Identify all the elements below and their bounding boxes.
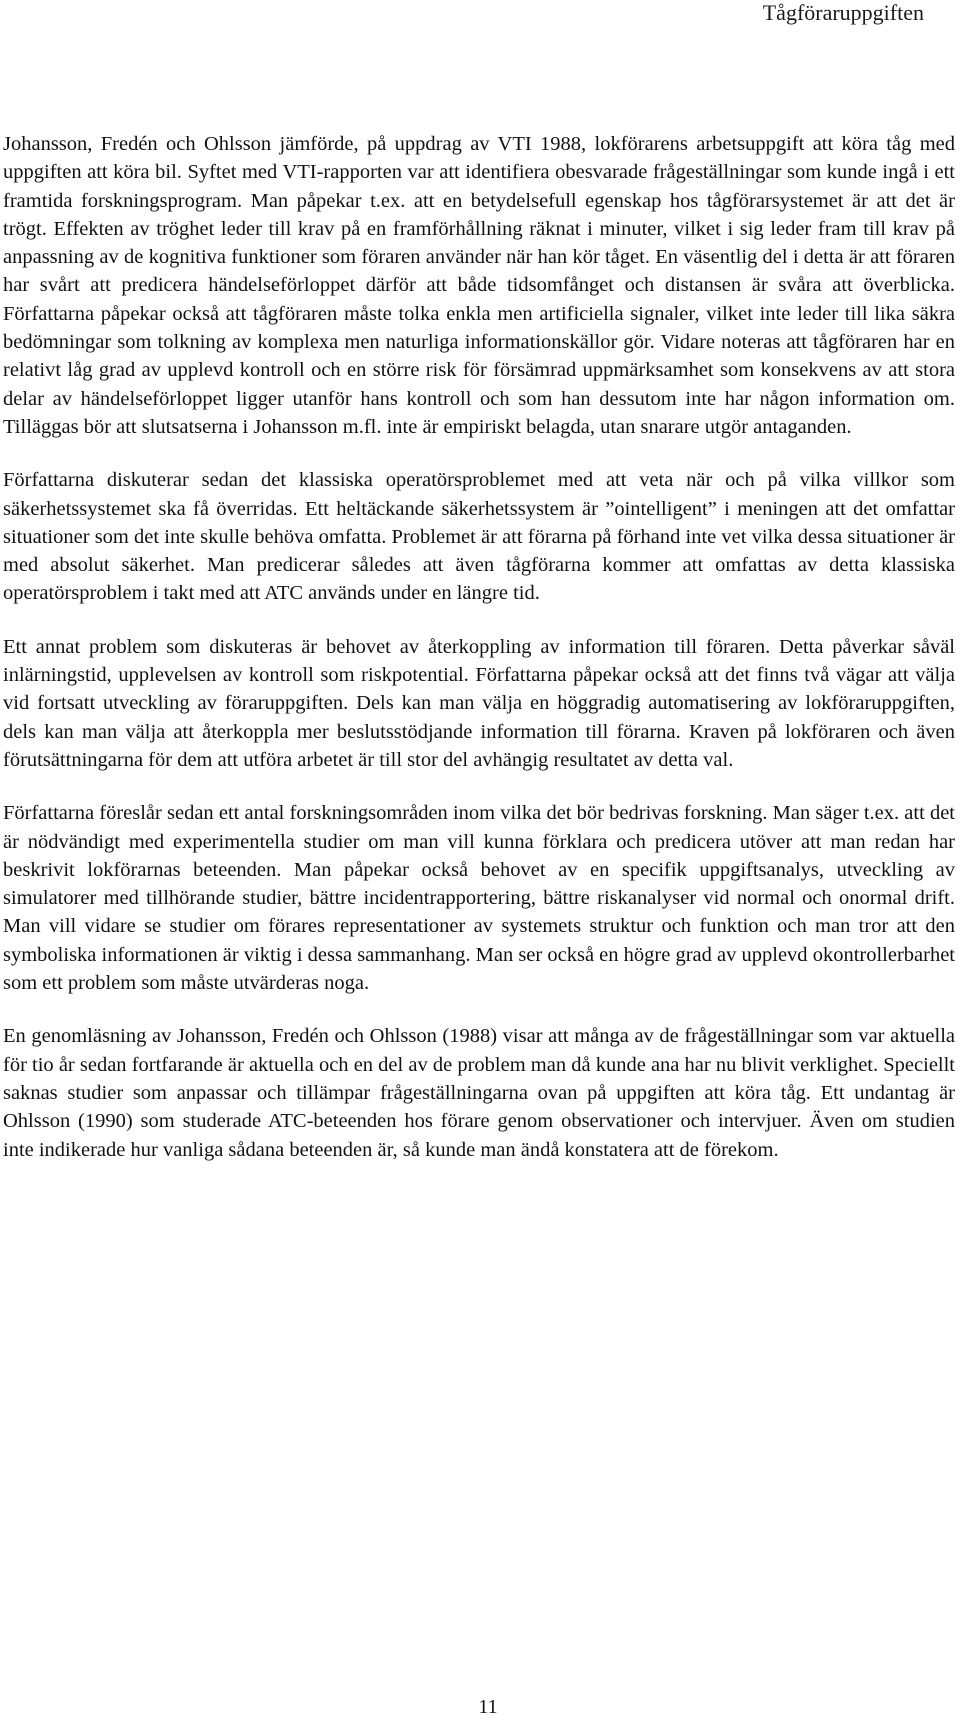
paragraph-4: Författarna föreslår sedan ett antal forskningsområden inom vilka det bör bedrivas forskning. Man säger t.ex. att det är nödvändigt med experimentella studier om man vill kunna förklara och predicera utöver att man redan har beskrivit lokförarnas beteenden. Man påpekar också behovet av en specifik uppgiftsanalys, utveckling av simulatorer med tillhörande studier, bättre incidentrapportering, bättre riskanalyser vid normal och onormal drift. Man vill vidare se studier om förares representationer av systemets struktur och funktion och man tror att den symboliska informationen är viktig i dessa sammanhang. Man ser också en högre grad av upplevd okontrollerbarhet som ett problem som måste utvärderas noga. — [3, 802, 955, 995]
paragraph-1: Johansson, Fredén och Ohlsson jämförde, på uppdrag av VTI 1988, lokförarens arbetsuppgift att köra tåg med uppgiften att köra bil. Syftet med VTI-rapporten var att identifiera obesvarade frågeställningar som kunde ingå i ett framtida forskningsprogram. Man påpekar t.ex. att en betydelsefull egenskap hos tågförarsystemet är att det är trögt. Effekten av tröghet leder till krav på en framförhållning räknat i minuter, vilket i sig leder fram till krav på anpassning av de kognitiva funktioner som föraren använder när han kör tåget. En väsentlig del i detta är att föraren har svårt att predicera händelseförloppet därför att både tidsomfånget och distansen är svåra att överblicka. Författarna påpekar också att tågföraren måste tolka enkla men artificiella signaler, vilket inte leder till lika säkra bedömningar som tolkning av komplexa men naturliga informationskällor gör. Vidare noteras att tågföraren har en relativt låg grad av upplevd kontroll och en större risk för försämrad uppmärksamhet som konsekvens av att stora delar av händelseförloppet ligger utanför hans kontroll och som han dessutom inte har någon information om. Tilläggas bör att slutsatserna i Johansson m.fl. inte är empiriskt belagda, utan snarare utgör antaganden. — [3, 133, 955, 438]
paragraph-3: Ett annat problem som diskuteras är behovet av återkoppling av information till föraren. Detta påverkar såväl inlärningstid, upplevelsen av kontroll som riskpotential. Författarna påpekar också att det finns två vägar att välja vid fortsatt utveckling av föraruppgiften. Dels kan man välja en höggradig automatisering av lokföraruppgiften, dels kan man välja att återkoppla mer beslutsstödjande information till förarna. Kraven på lokföraren och även förutsättningarna för dem att utföra arbetet är till stor del avhängig resultatet av detta val. — [3, 635, 955, 771]
document-body — [3, 130, 955, 1189]
running-header: Tågföraruppgiften — [762, 0, 924, 25]
paragraph-2: Författarna diskuterar sedan det klassiska operatörsproblemet med att veta när och på vilka villkor som säkerhetssystemet ska få överridas. Ett heltäckande säkerhetssystem är ”ointelligent” i meningen att det omfattar situationer som det inte skulle behöva omfatta. Problemet är att förarna på förhand inte vet vilka dessa situationer är med absolut säkerhet. Man predicerar således att även tågförarna kommer att omfattas av detta klassiska operatörsproblem i takt med att ATC används under en längre tid. — [3, 469, 955, 605]
paragraph-5: En genomläsning av Johansson, Fredén och Ohlsson (1988) visar att många av de frågeställningar som var aktuella för tio år sedan fortfarande är aktuella och en del av de problem man då kunde ana har nu blivit verklighet. Speciellt saknas studier som anpassar och tillämpar frågeställningarna ovan på uppgiften att köra tåg. Ett undantag är Ohlsson (1990) som studerade ATC-beteenden hos förare genom observationer och intervjuer. Även om studien inte indikerade hur vanliga sådana beteenden är, så kunde man ändå konstatera att de förekom. — [3, 1025, 955, 1161]
page-number: 11 — [478, 1696, 498, 1718]
